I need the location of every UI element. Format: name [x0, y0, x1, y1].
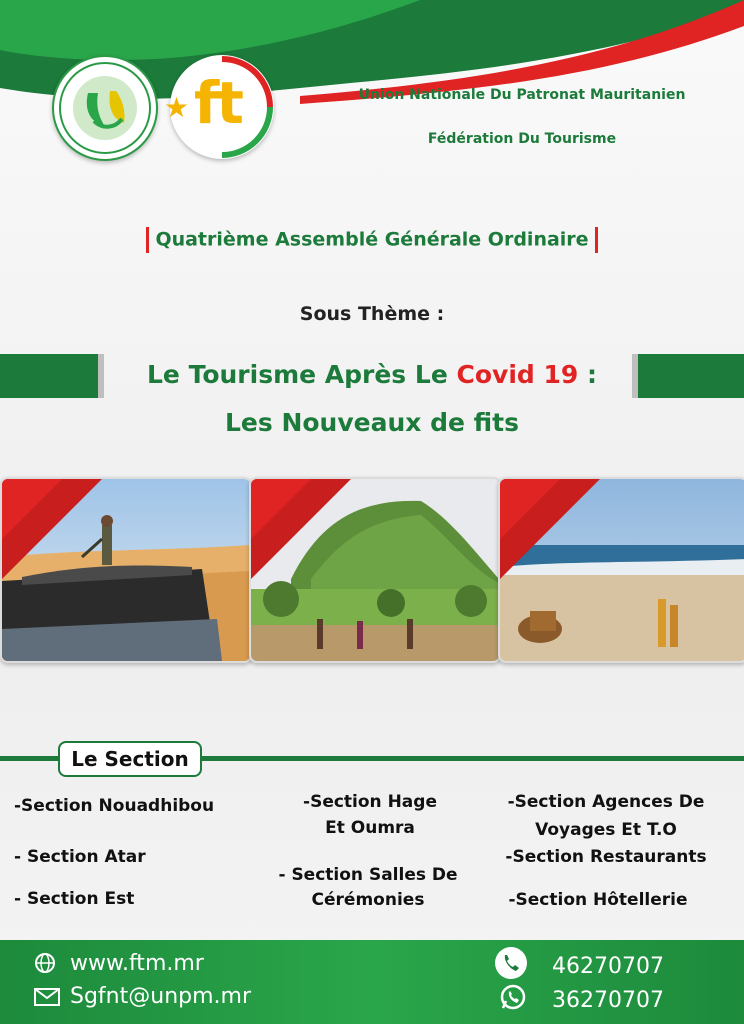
ft-logo-text: ft: [194, 69, 241, 137]
theme-line-2: Les Nouveaux de fits: [224, 408, 520, 437]
desert-train-photo: [0, 477, 252, 663]
section-agences-line1: -Section Agences De: [507, 792, 705, 812]
section-salles-line1: - Section Salles De: [278, 865, 458, 885]
phone-number[interactable]: 46270707: [552, 954, 664, 979]
theme-highlight: Covid 19: [456, 360, 579, 389]
beach-picnic-photo: [498, 477, 744, 663]
section-nouadhibou: -Section Nouadhibou: [14, 796, 215, 816]
unpm-logo: [52, 55, 158, 161]
red-bar-left: [146, 227, 149, 253]
theme-text-b: :: [578, 360, 597, 389]
footer-bar: [0, 940, 744, 1024]
section-est: - Section Est: [14, 889, 135, 909]
globe-icon: [34, 952, 56, 974]
green-mesa-photo: [249, 477, 501, 663]
section-hage-line1: -Section Hage: [303, 792, 437, 812]
whatsapp-number[interactable]: 36270707: [552, 988, 664, 1013]
red-bar-right: [595, 227, 598, 253]
ft-logo: [164, 55, 274, 159]
star-icon: ★: [164, 91, 190, 124]
section-atar: - Section Atar: [14, 847, 146, 867]
section-restaurants: -Section Restaurants: [505, 847, 707, 867]
assembly-text: Quatrième Assemblé Générale Ordinaire: [155, 228, 589, 251]
sous-theme-label: Sous Thème :: [299, 303, 445, 325]
mail-icon: [34, 988, 60, 1006]
federation-name: Fédération Du Tourisme: [427, 131, 617, 147]
phone-icon: [494, 946, 528, 980]
theme-line-1: [0, 360, 744, 389]
email-link[interactable]: Sgfnt@unpm.mr: [70, 984, 251, 1009]
section-hotellerie: -Section Hôtellerie: [508, 890, 688, 910]
whatsapp-icon: [500, 984, 526, 1010]
section-title: Le Section: [58, 741, 202, 777]
section-hage-line2: Et Oumra: [325, 818, 415, 838]
assembly-title: [0, 227, 744, 253]
theme-text-a: Le Tourisme Après Le: [147, 360, 457, 389]
section-salles-line2: Cérémonies: [311, 890, 425, 910]
website-link[interactable]: www.ftm.mr: [70, 951, 204, 976]
section-agences-line2: Voyages Et T.O: [535, 820, 677, 840]
org-name: Union Nationale Du Patronat Mauritanien: [358, 87, 686, 103]
